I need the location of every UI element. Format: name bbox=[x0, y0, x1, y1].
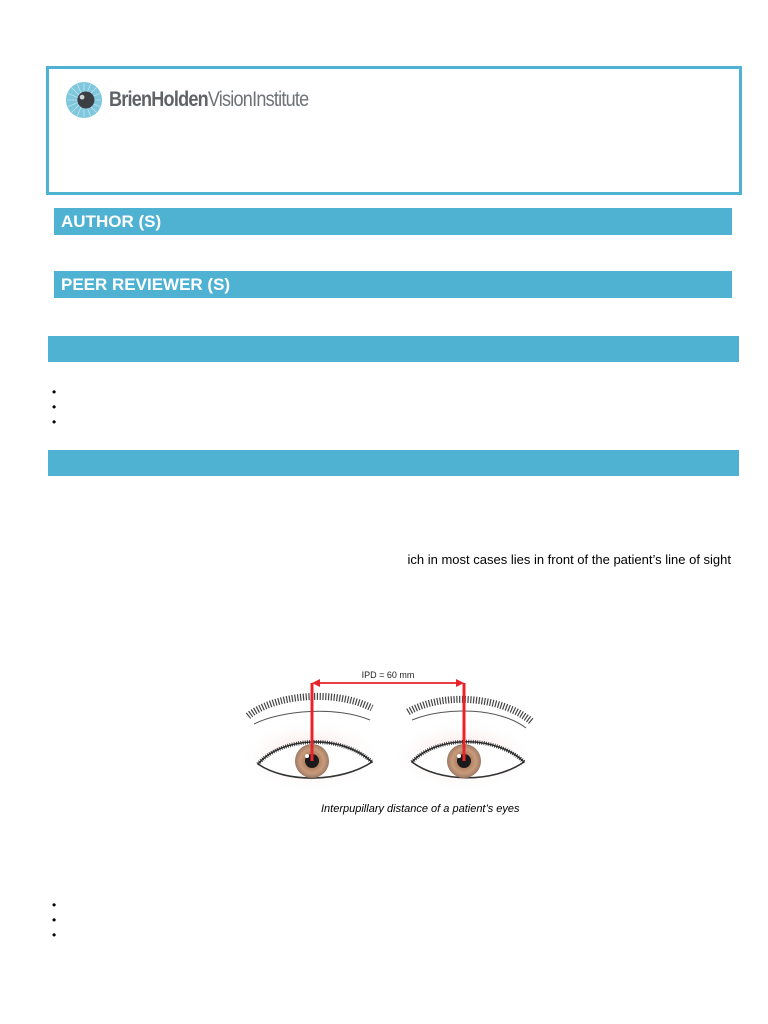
list-item bbox=[52, 384, 56, 399]
eye-logo-icon bbox=[65, 81, 103, 119]
logo-brand-light: VisionInstitute bbox=[207, 88, 309, 111]
list-item bbox=[52, 897, 56, 912]
list-item bbox=[52, 912, 56, 927]
list-item bbox=[52, 414, 56, 429]
section-heading-bar-3 bbox=[48, 336, 739, 362]
brien-holden-logo bbox=[65, 81, 341, 119]
bullet-list-top bbox=[52, 384, 56, 429]
authors-heading: AUTHOR (S) bbox=[54, 208, 732, 235]
body-text-fragment: ich in most cases lies in front of the patient’s line of sight bbox=[407, 552, 731, 567]
bullet-list-bottom bbox=[52, 897, 56, 942]
ipd-eyes-illustration bbox=[242, 666, 542, 801]
peer-reviewers-heading: PEER REVIEWER (S) bbox=[54, 271, 732, 298]
section-heading-bar-4 bbox=[48, 450, 739, 476]
logo-brand-bold: BrienHolden bbox=[109, 88, 208, 111]
header-box bbox=[46, 66, 742, 195]
ipd-label: IPD = 60 mm bbox=[361, 670, 415, 680]
figure-caption: Interpupillary distance of a patient’s eyes bbox=[321, 803, 520, 815]
list-item bbox=[52, 927, 56, 942]
list-item bbox=[52, 399, 56, 414]
logo-wordmark bbox=[109, 88, 308, 112]
